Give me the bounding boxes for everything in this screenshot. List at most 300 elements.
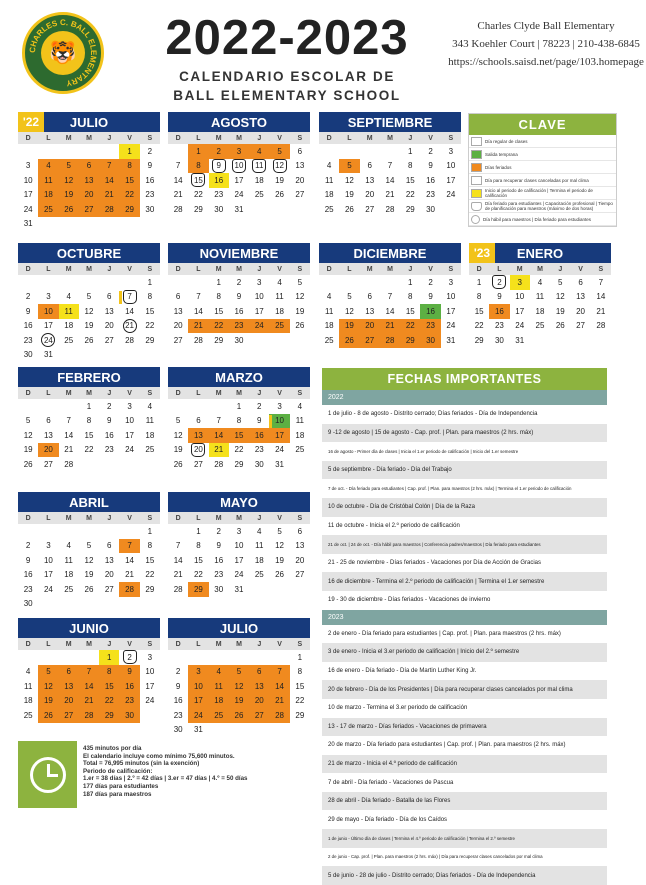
school-address: 343 Koehler Court | 78223 | 210-438-6845 bbox=[452, 38, 640, 50]
day-number: 8 bbox=[147, 292, 153, 302]
weekday-label: D bbox=[25, 134, 31, 142]
day-number: 29 bbox=[405, 204, 415, 214]
day-number: 6 bbox=[107, 292, 112, 302]
day-cell bbox=[290, 568, 310, 583]
day-cell bbox=[119, 708, 139, 723]
day-number: 5 bbox=[175, 416, 181, 426]
weekday-label: J bbox=[107, 640, 112, 648]
day-cell bbox=[38, 665, 58, 680]
day-cell bbox=[249, 679, 269, 694]
legend-swatch bbox=[471, 150, 482, 159]
day-cell bbox=[510, 319, 530, 334]
day-cell bbox=[591, 319, 611, 334]
day-number: 28 bbox=[385, 335, 395, 345]
day-cell bbox=[510, 333, 530, 348]
day-cell bbox=[269, 524, 289, 539]
weekday-label: J bbox=[107, 265, 112, 273]
day-number: 20 bbox=[295, 555, 305, 565]
empty-cell bbox=[38, 144, 58, 159]
day-number: 13 bbox=[295, 161, 305, 171]
day-cell bbox=[269, 399, 289, 414]
day-number: 6 bbox=[175, 292, 181, 302]
day-cell bbox=[18, 188, 38, 203]
day-number: 22 bbox=[193, 570, 203, 580]
day-number: 2 bbox=[236, 277, 242, 287]
day-number: 28 bbox=[193, 335, 203, 345]
day-cell bbox=[59, 665, 79, 680]
weekday-label: M bbox=[65, 265, 72, 273]
month-header bbox=[319, 112, 461, 132]
day-number: 21 bbox=[385, 190, 395, 200]
day-cell bbox=[168, 708, 188, 723]
day-cell bbox=[209, 414, 229, 429]
day-number: 7 bbox=[127, 541, 132, 551]
day-cell bbox=[119, 650, 139, 665]
day-number: 29 bbox=[193, 584, 203, 594]
empty-cell bbox=[319, 144, 339, 159]
day-number: 18 bbox=[254, 175, 264, 185]
day-number: 3 bbox=[448, 277, 454, 287]
empty-cell bbox=[168, 524, 188, 539]
day-number: 5 bbox=[277, 146, 282, 156]
day-number: 7 bbox=[277, 667, 282, 677]
legend-swatch bbox=[471, 137, 482, 146]
day-cell bbox=[140, 524, 160, 539]
day-number: 21 bbox=[84, 696, 94, 706]
day-number: 13 bbox=[365, 175, 375, 185]
day-cell bbox=[420, 144, 440, 159]
weekday-label: J bbox=[558, 265, 563, 273]
day-number: 16 bbox=[426, 175, 436, 185]
day-number: 7 bbox=[387, 292, 393, 302]
day-number: 9 bbox=[428, 161, 433, 171]
day-cell bbox=[168, 319, 188, 334]
day-number: 31 bbox=[446, 335, 456, 345]
day-number: 13 bbox=[173, 306, 183, 316]
day-number: 27 bbox=[64, 710, 74, 720]
day-cell bbox=[99, 202, 119, 217]
day-cell bbox=[168, 202, 188, 217]
day-number: 30 bbox=[426, 335, 436, 345]
day-number: 12 bbox=[275, 161, 285, 171]
day-cell bbox=[59, 679, 79, 694]
day-number: 17 bbox=[515, 306, 525, 316]
day-number: 2 bbox=[257, 401, 262, 411]
day-number: 6 bbox=[297, 146, 303, 156]
day-number: 3 bbox=[517, 277, 522, 287]
year-tag: '23 bbox=[469, 243, 495, 263]
day-cell bbox=[38, 428, 58, 443]
day-number: 1 bbox=[216, 277, 221, 287]
month-name: ENERO bbox=[516, 245, 564, 261]
day-number: 28 bbox=[84, 710, 94, 720]
day-number: 25 bbox=[254, 190, 264, 200]
day-cell bbox=[209, 568, 229, 583]
day-cell bbox=[360, 173, 380, 188]
day-number: 14 bbox=[385, 306, 395, 316]
day-cell bbox=[510, 275, 530, 290]
day-cell bbox=[18, 217, 38, 232]
day-cell bbox=[209, 524, 229, 539]
day-cell bbox=[38, 553, 58, 568]
weekday-label: J bbox=[107, 514, 112, 522]
day-cell bbox=[59, 457, 79, 472]
weekday-label: V bbox=[277, 640, 282, 648]
day-cell bbox=[18, 443, 38, 458]
day-cell bbox=[209, 188, 229, 203]
empty-cell bbox=[380, 275, 400, 290]
weekday-label: L bbox=[196, 389, 201, 397]
day-number: 14 bbox=[193, 306, 203, 316]
clock-box bbox=[18, 741, 77, 808]
day-cell bbox=[229, 568, 249, 583]
day-cell bbox=[229, 694, 249, 709]
day-cell bbox=[420, 173, 440, 188]
day-number: 22 bbox=[234, 445, 244, 455]
day-number: 7 bbox=[196, 292, 201, 302]
day-grid bbox=[18, 399, 160, 472]
day-cell bbox=[530, 275, 550, 290]
day-cell bbox=[59, 333, 79, 348]
day-number: 3 bbox=[236, 146, 242, 156]
info-line: Periodo de calificación: bbox=[83, 767, 153, 775]
day-number: 2 bbox=[497, 277, 502, 287]
day-number: 11 bbox=[23, 681, 33, 691]
day-number: 1 bbox=[476, 277, 482, 287]
day-number: 20 bbox=[254, 696, 264, 706]
weekday-label: L bbox=[347, 134, 352, 142]
empty-cell bbox=[339, 144, 359, 159]
day-number: 17 bbox=[43, 321, 53, 331]
day-cell bbox=[119, 290, 139, 305]
weekday-label: V bbox=[277, 265, 282, 273]
empty-cell bbox=[168, 399, 188, 414]
day-number: 12 bbox=[173, 430, 183, 440]
weekday-header bbox=[168, 263, 310, 275]
day-number: 27 bbox=[193, 459, 203, 469]
day-number: 14 bbox=[104, 175, 114, 185]
day-cell bbox=[18, 304, 38, 319]
day-number: 9 bbox=[147, 161, 153, 171]
day-number: 23 bbox=[23, 584, 33, 594]
day-number: 30 bbox=[214, 204, 224, 214]
day-cell bbox=[229, 524, 249, 539]
day-cell bbox=[530, 290, 550, 305]
day-cell bbox=[380, 304, 400, 319]
day-number: 16 bbox=[214, 175, 224, 185]
day-grid bbox=[168, 399, 310, 472]
day-cell bbox=[269, 414, 289, 429]
month-header bbox=[18, 243, 160, 263]
weekday-label: L bbox=[46, 389, 51, 397]
important-date-row: 2 de junio - Cap. prof. | Plan. para maestros (2 hrs. máx) | Día para recuperar clases cancelados por mal clima bbox=[328, 854, 543, 860]
weekday-label: V bbox=[127, 514, 132, 522]
day-number: 27 bbox=[365, 204, 375, 214]
weekday-label: M bbox=[65, 514, 72, 522]
day-cell bbox=[229, 679, 249, 694]
weekday-label: D bbox=[175, 514, 181, 522]
day-cell bbox=[79, 568, 99, 583]
day-cell bbox=[168, 333, 188, 348]
important-date-row: 20 de marzo - Día feriado para estudiantes | Cap. prof. | Plan. para maestros (2 hrs. máx) bbox=[328, 742, 566, 749]
legend-label: Día feriado para estudiantes | Capacitación profesional | Tiempo de planificación para maestros (máximo de dos horas) bbox=[485, 201, 613, 211]
month-julio-2023 bbox=[168, 618, 310, 737]
day-cell bbox=[550, 275, 570, 290]
day-number: 24 bbox=[234, 570, 244, 580]
day-number: 18 bbox=[23, 696, 33, 706]
day-number: 11 bbox=[535, 292, 545, 302]
day-number: 8 bbox=[147, 541, 153, 551]
day-cell bbox=[99, 582, 119, 597]
weekday-label: L bbox=[347, 265, 352, 273]
day-cell bbox=[290, 443, 310, 458]
day-number: 4 bbox=[257, 526, 262, 536]
day-cell bbox=[99, 414, 119, 429]
day-number: 12 bbox=[84, 555, 94, 565]
day-cell bbox=[420, 304, 440, 319]
empty-cell bbox=[38, 524, 58, 539]
day-cell bbox=[249, 694, 269, 709]
day-cell bbox=[269, 275, 289, 290]
day-number: 7 bbox=[66, 416, 71, 426]
day-cell bbox=[59, 582, 79, 597]
day-cell bbox=[59, 553, 79, 568]
day-number: 4 bbox=[216, 667, 221, 677]
weekday-label: S bbox=[297, 265, 303, 273]
day-number: 10 bbox=[254, 292, 264, 302]
day-cell bbox=[249, 159, 269, 174]
legend-swatch bbox=[471, 163, 482, 172]
day-cell bbox=[188, 553, 208, 568]
day-number: 30 bbox=[254, 459, 264, 469]
day-cell bbox=[119, 694, 139, 709]
day-number: 18 bbox=[295, 430, 305, 440]
page-title: 2022-2023 bbox=[165, 11, 409, 65]
day-grid bbox=[319, 275, 461, 348]
day-cell bbox=[188, 582, 208, 597]
day-cell bbox=[168, 539, 188, 554]
day-number: 12 bbox=[344, 175, 354, 185]
day-number: 14 bbox=[173, 175, 183, 185]
weekday-label: M bbox=[86, 389, 92, 397]
weekday-label: D bbox=[175, 389, 181, 397]
day-cell bbox=[79, 173, 99, 188]
day-cell bbox=[420, 159, 440, 174]
day-number: 11 bbox=[145, 416, 154, 426]
info-line: Total = 76,995 minutos (sin la exención) bbox=[83, 760, 200, 768]
day-cell bbox=[38, 443, 58, 458]
subtitle-line-2: BALL ELEMENTARY SCHOOL bbox=[173, 88, 401, 103]
day-cell bbox=[249, 665, 269, 680]
day-grid bbox=[168, 524, 310, 597]
day-number: 27 bbox=[84, 204, 94, 214]
legend-item bbox=[469, 148, 616, 161]
important-date-row: 7 de abril - Día feriado - Vacaciones de Pascua bbox=[328, 779, 454, 786]
day-number: 5 bbox=[46, 667, 51, 677]
month-header bbox=[168, 492, 310, 512]
day-number: 29 bbox=[125, 204, 135, 214]
day-number: 29 bbox=[405, 335, 415, 345]
empty-cell bbox=[38, 650, 58, 665]
weekday-label: M bbox=[215, 389, 222, 397]
day-cell bbox=[469, 275, 489, 290]
day-number: 1 bbox=[297, 652, 303, 662]
day-cell bbox=[188, 443, 208, 458]
day-cell bbox=[441, 290, 461, 305]
day-number: 31 bbox=[234, 584, 244, 594]
day-cell bbox=[339, 333, 359, 348]
empty-cell bbox=[38, 275, 58, 290]
day-number: 19 bbox=[555, 306, 565, 316]
day-cell bbox=[570, 290, 590, 305]
day-number: 25 bbox=[145, 445, 155, 455]
empty-cell bbox=[188, 650, 208, 665]
day-number: 18 bbox=[214, 696, 224, 706]
day-number: 28 bbox=[104, 204, 114, 214]
day-cell bbox=[290, 319, 310, 334]
grading-marker bbox=[119, 291, 122, 304]
legend-panel bbox=[468, 113, 617, 227]
day-number: 11 bbox=[214, 681, 223, 691]
day-cell bbox=[360, 290, 380, 305]
day-number: 7 bbox=[175, 541, 181, 551]
day-cell bbox=[290, 553, 310, 568]
day-number: 6 bbox=[107, 541, 112, 551]
day-cell bbox=[168, 457, 188, 472]
day-cell bbox=[188, 665, 208, 680]
day-number: 20 bbox=[104, 570, 114, 580]
weekday-label: V bbox=[277, 389, 282, 397]
day-number: 22 bbox=[125, 190, 135, 200]
day-number: 2 bbox=[428, 277, 433, 287]
day-number: 21 bbox=[385, 321, 395, 331]
day-cell bbox=[140, 399, 160, 414]
day-number: 31 bbox=[234, 204, 244, 214]
weekday-header bbox=[469, 263, 611, 275]
day-number: 24 bbox=[275, 445, 285, 455]
month-header bbox=[168, 367, 310, 387]
day-cell bbox=[360, 304, 380, 319]
day-cell bbox=[229, 708, 249, 723]
day-cell bbox=[140, 428, 160, 443]
day-number: 1 bbox=[86, 401, 92, 411]
day-cell bbox=[188, 202, 208, 217]
day-cell bbox=[209, 457, 229, 472]
day-cell bbox=[38, 694, 58, 709]
day-number: 22 bbox=[295, 696, 305, 706]
day-cell bbox=[441, 159, 461, 174]
day-number: 6 bbox=[257, 667, 262, 677]
day-number: 17 bbox=[43, 570, 53, 580]
empty-cell bbox=[79, 524, 99, 539]
day-cell bbox=[79, 188, 99, 203]
empty-cell bbox=[360, 144, 380, 159]
day-cell bbox=[119, 553, 139, 568]
day-number: 5 bbox=[558, 277, 563, 287]
day-number: 26 bbox=[64, 204, 74, 214]
day-number: 15 bbox=[145, 306, 155, 316]
empty-cell bbox=[119, 275, 139, 290]
weekday-label: D bbox=[326, 134, 332, 142]
month-header bbox=[18, 492, 160, 512]
day-number: 20 bbox=[64, 696, 74, 706]
day-cell bbox=[59, 159, 79, 174]
day-number: 20 bbox=[295, 175, 305, 185]
day-cell bbox=[269, 144, 289, 159]
day-cell bbox=[400, 159, 420, 174]
month-name: OCTUBRE bbox=[56, 245, 122, 261]
legend-item bbox=[469, 174, 616, 187]
legend-item bbox=[469, 161, 616, 174]
day-number: 28 bbox=[214, 459, 224, 469]
weekday-label: S bbox=[297, 514, 303, 522]
day-number: 2 bbox=[25, 292, 31, 302]
day-number: 3 bbox=[147, 652, 153, 662]
day-cell bbox=[38, 568, 58, 583]
month-name: MAYO bbox=[220, 494, 258, 510]
day-number: 8 bbox=[408, 292, 413, 302]
day-cell bbox=[269, 708, 289, 723]
day-cell bbox=[99, 553, 119, 568]
school-url[interactable]: https://schools.saisd.net/page/103.homepage bbox=[448, 56, 644, 68]
day-number: 23 bbox=[125, 696, 135, 706]
day-cell bbox=[119, 582, 139, 597]
day-number: 13 bbox=[104, 555, 114, 565]
weekday-label: J bbox=[107, 134, 112, 142]
day-cell bbox=[380, 188, 400, 203]
day-number: 10 bbox=[234, 161, 244, 171]
weekday-header bbox=[319, 263, 461, 275]
day-number: 2 bbox=[428, 146, 433, 156]
day-grid bbox=[319, 144, 461, 217]
day-cell bbox=[18, 597, 38, 612]
weekday-header bbox=[18, 263, 160, 275]
year-heading: 2023 bbox=[322, 610, 607, 625]
day-cell bbox=[229, 319, 249, 334]
day-number: 25 bbox=[295, 445, 305, 455]
day-number: 19 bbox=[344, 321, 354, 331]
day-cell bbox=[188, 188, 208, 203]
day-number: 14 bbox=[173, 555, 183, 565]
important-date-row: 10 de marzo - Termina el 3.er periodo de calificación bbox=[328, 705, 468, 712]
day-cell bbox=[249, 524, 269, 539]
empty-cell bbox=[18, 399, 38, 414]
day-cell bbox=[59, 414, 79, 429]
weekday-label: V bbox=[127, 265, 132, 273]
legend-label: Día regular de clases bbox=[485, 138, 528, 144]
day-number: 13 bbox=[104, 306, 114, 316]
day-number: 7 bbox=[387, 161, 393, 171]
day-cell bbox=[18, 159, 38, 174]
day-cell bbox=[59, 568, 79, 583]
day-number: 16 bbox=[234, 306, 244, 316]
day-number: 8 bbox=[86, 416, 92, 426]
day-number: 17 bbox=[193, 696, 203, 706]
day-number: 20 bbox=[173, 321, 183, 331]
important-date-row: 13 - 17 de marzo - Días feriados - Vacaciones de primavera bbox=[322, 718, 607, 737]
day-grid bbox=[18, 275, 160, 362]
weekday-label: L bbox=[196, 640, 201, 648]
day-cell bbox=[400, 173, 420, 188]
day-cell bbox=[249, 290, 269, 305]
day-cell bbox=[79, 290, 99, 305]
day-cell bbox=[140, 275, 160, 290]
day-number: 25 bbox=[275, 321, 285, 331]
day-cell bbox=[140, 144, 160, 159]
day-cell bbox=[229, 202, 249, 217]
day-number: 19 bbox=[234, 696, 244, 706]
day-number: 14 bbox=[214, 430, 224, 440]
